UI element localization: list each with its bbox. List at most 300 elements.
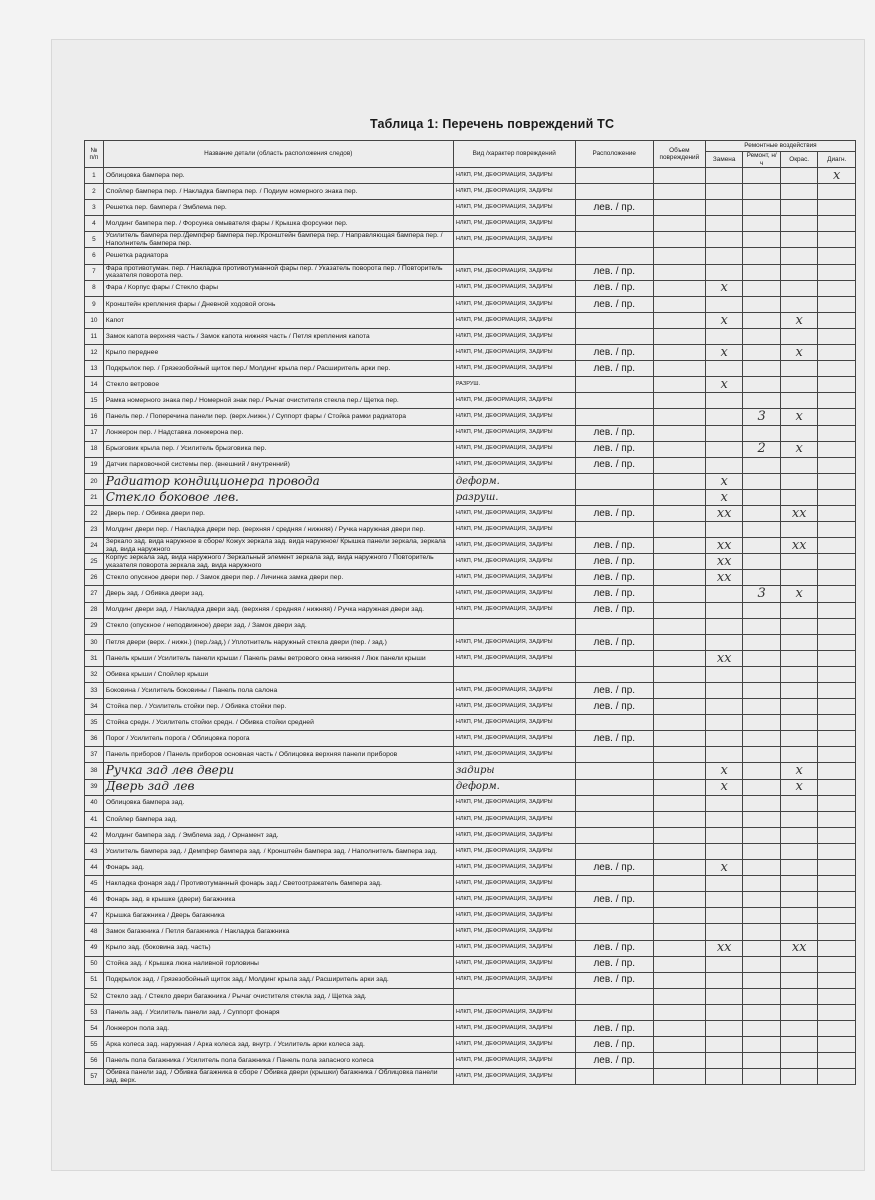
paint-mark [780,683,818,699]
row-number: 19 [85,457,104,473]
damage-volume [653,200,705,216]
diag-mark [818,892,856,908]
table-row [85,747,856,763]
part-name: Молдинг бампера зад. / Эмблема зад. / Орнамент зад. [103,827,453,843]
damage-volume [653,843,705,859]
repair-hours: 2 [743,441,781,457]
diag-mark [818,988,856,1004]
table-row [85,409,856,425]
replace-mark [705,1069,743,1085]
part-name: Молдинг двери пер. / Накладка двери пер. (верхняя / средняя / нижняя) / Ручка наружная двери пер. [103,522,453,538]
damage-kind: НЛКП, РМ, ДЕФОРМАЦИЯ, ЗАДИРЫ [453,361,575,377]
paint-mark [780,216,818,232]
diag-mark [818,554,856,570]
replace-mark [705,956,743,972]
part-name: Стекло ветровое [103,377,453,393]
diag-mark [818,666,856,682]
diag-mark [818,586,856,602]
location: лев. / пр. [575,956,653,972]
paint-mark [780,666,818,682]
part-name: Обивка крыши / Спойлер крыши [103,666,453,682]
repair-hours [743,328,781,344]
location: лев. / пр. [575,634,653,650]
repair-hours [743,554,781,570]
paint-mark [780,200,818,216]
repair-hours [743,843,781,859]
paint-mark [780,393,818,409]
diag-mark [818,232,856,248]
table-row [85,248,856,264]
replace-mark: х [705,377,743,393]
part-name: Лонжерон пер. / Надставка лонжерона пер. [103,425,453,441]
repair-hours [743,956,781,972]
damage-volume [653,876,705,892]
part-name: Панель крыши / Усилитель панели крыши / Панель рамы ветрового окна нижняя / Люк панели крыши [103,650,453,666]
diag-mark [818,940,856,956]
damage-volume [653,377,705,393]
replace-mark [705,184,743,200]
damage-kind: НЛКП, РМ, ДЕФОРМАЦИЯ, ЗАДИРЫ [453,328,575,344]
location [575,168,653,184]
replace-mark [705,441,743,457]
damage-volume [653,924,705,940]
damage-volume [653,634,705,650]
part-name: Стекло боковое лев. [103,489,453,505]
replace-mark: хх [705,650,743,666]
replace-mark [705,586,743,602]
replace-mark [705,666,743,682]
location: лев. / пр. [575,200,653,216]
row-number: 49 [85,940,104,956]
row-number: 14 [85,377,104,393]
diag-mark [818,763,856,779]
part-name: Стекло зад. / Стекло двери багажника / Рычаг очистителя стекла зад. / Щетка зад. [103,988,453,1004]
replace-mark: хх [705,538,743,554]
diag-mark [818,779,856,795]
paint-mark [780,264,818,280]
repair-hours [743,361,781,377]
diag-mark [818,924,856,940]
part-name: Молдинг бампера пер. / Форсунка омывателя фары / Крышка форсунки пер. [103,216,453,232]
damage-volume [653,618,705,634]
diag-mark [818,538,856,554]
damage-kind: НЛКП, РМ, ДЕФОРМАЦИЯ, ЗАДИРЫ [453,1004,575,1020]
damage-volume [653,280,705,296]
row-number: 38 [85,763,104,779]
row-number: 53 [85,1004,104,1020]
diag-mark [818,328,856,344]
table-row [85,457,856,473]
header-location: Расположение [575,141,653,168]
damage-kind: НЛКП, РМ, ДЕФОРМАЦИЯ, ЗАДИРЫ [453,940,575,956]
paint-mark: х [780,312,818,328]
replace-mark: х [705,763,743,779]
row-number: 39 [85,779,104,795]
paint-mark [780,1004,818,1020]
damage-volume [653,715,705,731]
part-name: Панель пер. / Поперечина панели пер. (верх./нижн.) / Суппорт фары / Стойка рамки радиатора [103,409,453,425]
repair-hours [743,602,781,618]
diag-mark [818,473,856,489]
repair-hours [743,1037,781,1053]
replace-mark [705,328,743,344]
repair-hours [743,747,781,763]
diag-mark [818,312,856,328]
table-row [85,827,856,843]
table-row [85,441,856,457]
damage-volume [653,1037,705,1053]
damage-kind: задиры [453,763,575,779]
row-number: 27 [85,586,104,602]
damage-volume [653,505,705,521]
damage-volume [653,1053,705,1069]
replace-mark [705,425,743,441]
header-repair: Ремонт, н/ч [743,152,781,168]
diag-mark [818,377,856,393]
diag-mark [818,1004,856,1020]
repair-hours [743,184,781,200]
damage-volume [653,586,705,602]
replace-mark [705,200,743,216]
table-row [85,200,856,216]
replace-mark: х [705,473,743,489]
location [575,328,653,344]
table-row [85,361,856,377]
part-name: Обивка панели зад. / Обивка багажника в сборе / Обивка двери (крышки) багажника / Облицовка панели зад. верх. [103,1069,453,1085]
damage-volume [653,779,705,795]
repair-hours [743,570,781,586]
diag-mark [818,505,856,521]
row-number: 36 [85,731,104,747]
paint-mark [780,618,818,634]
damage-volume [653,1020,705,1036]
damage-volume [653,956,705,972]
row-number: 26 [85,570,104,586]
table-row [85,618,856,634]
diag-mark [818,747,856,763]
table-row [85,377,856,393]
location: лев. / пр. [575,940,653,956]
replace-mark: хх [705,554,743,570]
table-row [85,956,856,972]
diag-mark [818,699,856,715]
damage-kind [453,666,575,682]
repair-hours [743,779,781,795]
table-row [85,184,856,200]
row-number: 16 [85,409,104,425]
table-row [85,264,856,280]
row-number: 21 [85,489,104,505]
part-name: Корпус зеркала зад. вида наружного / Зеркальный элемент зеркала зад. вида наружного / Повторитель указателя поворота зеркала зад. вида наружного [103,554,453,570]
paint-mark [780,232,818,248]
damage-volume [653,827,705,843]
row-number: 34 [85,699,104,715]
row-number: 56 [85,1053,104,1069]
repair-hours [743,1004,781,1020]
diag-mark [818,570,856,586]
row-number: 54 [85,1020,104,1036]
part-name: Арка колеса зад. наружная / Арка колеса зад. внутр. / Усилитель арки колеса зад. [103,1037,453,1053]
repair-hours [743,972,781,988]
replace-mark [705,1004,743,1020]
repair-hours [743,715,781,731]
part-name: Панель пола багажника / Усилитель пола багажника / Панель пола запасного колеса [103,1053,453,1069]
location [575,763,653,779]
table-row [85,1037,856,1053]
damage-kind: НЛКП, РМ, ДЕФОРМАЦИЯ, ЗАДИРЫ [453,795,575,811]
paint-mark [780,328,818,344]
replace-mark [705,731,743,747]
replace-mark [705,843,743,859]
part-name: Замок капота верхняя часть / Замок капота нижняя часть / Петля крепления капота [103,328,453,344]
repair-hours [743,489,781,505]
replace-mark [705,988,743,1004]
location [575,843,653,859]
row-number: 7 [85,264,104,280]
row-number: 9 [85,296,104,312]
damage-kind: НЛКП, РМ, ДЕФОРМАЦИЯ, ЗАДИРЫ [453,457,575,473]
paint-mark: хх [780,505,818,521]
table-row [85,345,856,361]
repair-hours [743,699,781,715]
damage-volume [653,860,705,876]
damage-volume [653,232,705,248]
location: лев. / пр. [575,892,653,908]
damage-volume [653,666,705,682]
damage-volume [653,248,705,264]
paint-mark: хх [780,538,818,554]
repair-hours [743,393,781,409]
location: лев. / пр. [575,280,653,296]
table-row [85,666,856,682]
location: лев. / пр. [575,860,653,876]
damage-kind: НЛКП, РМ, ДЕФОРМАЦИЯ, ЗАДИРЫ [453,393,575,409]
header-name: Название детали (область расположения следов) [103,141,453,168]
location [575,1004,653,1020]
location: лев. / пр. [575,425,653,441]
row-number: 42 [85,827,104,843]
location [575,409,653,425]
replace-mark [705,715,743,731]
paint-mark: хх [780,940,818,956]
replace-mark [705,1020,743,1036]
replace-mark: хх [705,570,743,586]
paint-mark [780,489,818,505]
damage-volume [653,457,705,473]
paint-mark [780,184,818,200]
damage-kind: НЛКП, РМ, ДЕФОРМАЦИЯ, ЗАДИРЫ [453,409,575,425]
location: лев. / пр. [575,683,653,699]
paint-mark [780,248,818,264]
repair-hours [743,795,781,811]
damage-volume [653,554,705,570]
diag-mark [818,345,856,361]
damage-kind [453,988,575,1004]
repair-hours [743,248,781,264]
row-number: 47 [85,908,104,924]
row-number: 57 [85,1069,104,1085]
part-name: Фонарь зад. в крышке (двери) багажника [103,892,453,908]
damage-volume [653,393,705,409]
location: лев. / пр. [575,570,653,586]
row-number: 1 [85,168,104,184]
paint-mark [780,892,818,908]
row-number: 51 [85,972,104,988]
damage-kind: НЛКП, РМ, ДЕФОРМАЦИЯ, ЗАДИРЫ [453,425,575,441]
table-row [85,296,856,312]
repair-hours [743,763,781,779]
damage-kind: НЛКП, РМ, ДЕФОРМАЦИЯ, ЗАДИРЫ [453,554,575,570]
diag-mark [818,1037,856,1053]
paint-mark [780,554,818,570]
row-number: 35 [85,715,104,731]
part-name: Спойлер бампера зад. [103,811,453,827]
part-name: Решетка пер. бампера / Эмблема пер. [103,200,453,216]
replace-mark: х [705,312,743,328]
table-row [85,570,856,586]
diag-mark [818,876,856,892]
diag-mark [818,795,856,811]
row-number: 10 [85,312,104,328]
repair-hours [743,618,781,634]
repair-hours [743,634,781,650]
diag-mark [818,264,856,280]
table-row [85,425,856,441]
header-volume: Объем повреждений [653,141,705,168]
location [575,876,653,892]
location [575,312,653,328]
diag-mark [818,908,856,924]
diag-mark [818,441,856,457]
damage-volume [653,892,705,908]
damage-kind: НЛКП, РМ, ДЕФОРМАЦИЯ, ЗАДИРЫ [453,876,575,892]
damage-volume [653,489,705,505]
table-row [85,843,856,859]
header-repair-group: Ремонтные воздействия [705,141,855,152]
table-row [85,1069,856,1085]
table-row [85,892,856,908]
location [575,779,653,795]
damage-volume [653,168,705,184]
location: лев. / пр. [575,538,653,554]
part-name: Крыло зад. (боковина зад. часть) [103,940,453,956]
diag-mark [818,280,856,296]
table-row [85,876,856,892]
row-number: 17 [85,425,104,441]
row-number: 11 [85,328,104,344]
repair-hours [743,876,781,892]
location: лев. / пр. [575,972,653,988]
damage-kind [453,618,575,634]
diag-mark [818,200,856,216]
replace-mark [705,216,743,232]
location [575,795,653,811]
table-row [85,650,856,666]
replace-mark: х [705,345,743,361]
location [575,377,653,393]
replace-mark: хх [705,505,743,521]
table-row [85,168,856,184]
table-row [85,634,856,650]
repair-hours [743,473,781,489]
paint-mark [780,699,818,715]
location [575,908,653,924]
part-name: Брызговик крыла пер. / Усилитель брызговика пер. [103,441,453,457]
table-row [85,779,856,795]
part-name: Подкрылок пер. / Грязезобойный щиток пер./ Молдинг крыла пер./ Расширитель арки пер. [103,361,453,377]
damage-volume [653,296,705,312]
damage-kind: НЛКП, РМ, ДЕФОРМАЦИЯ, ЗАДИРЫ [453,586,575,602]
paint-mark [780,731,818,747]
location: лев. / пр. [575,699,653,715]
damage-kind: НЛКП, РМ, ДЕФОРМАЦИЯ, ЗАДИРЫ [453,505,575,521]
diag-mark [818,811,856,827]
part-name: Облицовка бампера пер. [103,168,453,184]
location [575,184,653,200]
diag-mark [818,1069,856,1085]
diag-mark [818,860,856,876]
part-name: Стекло опускное двери пер. / Замок двери пер. / Личинка замка двери пер. [103,570,453,586]
header-diag: Диагн. [818,152,856,168]
replace-mark [705,747,743,763]
row-number: 2 [85,184,104,200]
diag-mark [818,956,856,972]
part-name: Решетка радиатора [103,248,453,264]
damage-volume [653,972,705,988]
damage-volume [653,683,705,699]
row-number: 44 [85,860,104,876]
part-name: Петля двери (верх. / нижн.) (пер./зад.) / Уплотнитель наружный стекла двери (пер. / зад.) [103,634,453,650]
diag-mark [818,216,856,232]
paint-mark [780,972,818,988]
table-row [85,860,856,876]
repair-hours [743,232,781,248]
repair-hours [743,988,781,1004]
damage-kind: НЛКП, РМ, ДЕФОРМАЦИЯ, ЗАДИРЫ [453,522,575,538]
paint-mark: х [780,409,818,425]
row-number: 6 [85,248,104,264]
replace-mark [705,602,743,618]
damage-kind: НЛКП, РМ, ДЕФОРМАЦИЯ, ЗАДИРЫ [453,1069,575,1085]
row-number: 12 [85,345,104,361]
damage-kind: НЛКП, РМ, ДЕФОРМАЦИЯ, ЗАДИРЫ [453,168,575,184]
location [575,618,653,634]
table-body [85,168,856,1085]
repair-hours [743,1020,781,1036]
part-name: Спойлер бампера пер. / Накладка бампера пер. / Подиум номерного знака пер. [103,184,453,200]
part-name: Лонжерон пола зад. [103,1020,453,1036]
diag-mark [818,393,856,409]
repair-hours [743,731,781,747]
table-row [85,473,856,489]
paint-mark [780,377,818,393]
damage-kind: НЛКП, РМ, ДЕФОРМАЦИЯ, ЗАДИРЫ [453,924,575,940]
row-number: 46 [85,892,104,908]
damage-volume [653,425,705,441]
row-number: 52 [85,988,104,1004]
location [575,666,653,682]
repair-hours [743,892,781,908]
row-number: 41 [85,811,104,827]
location [575,811,653,827]
table-row [85,811,856,827]
damage-volume [653,184,705,200]
location [575,1069,653,1085]
part-name: Фонарь зад. [103,860,453,876]
paint-mark [780,1020,818,1036]
replace-mark [705,811,743,827]
damage-volume [653,345,705,361]
